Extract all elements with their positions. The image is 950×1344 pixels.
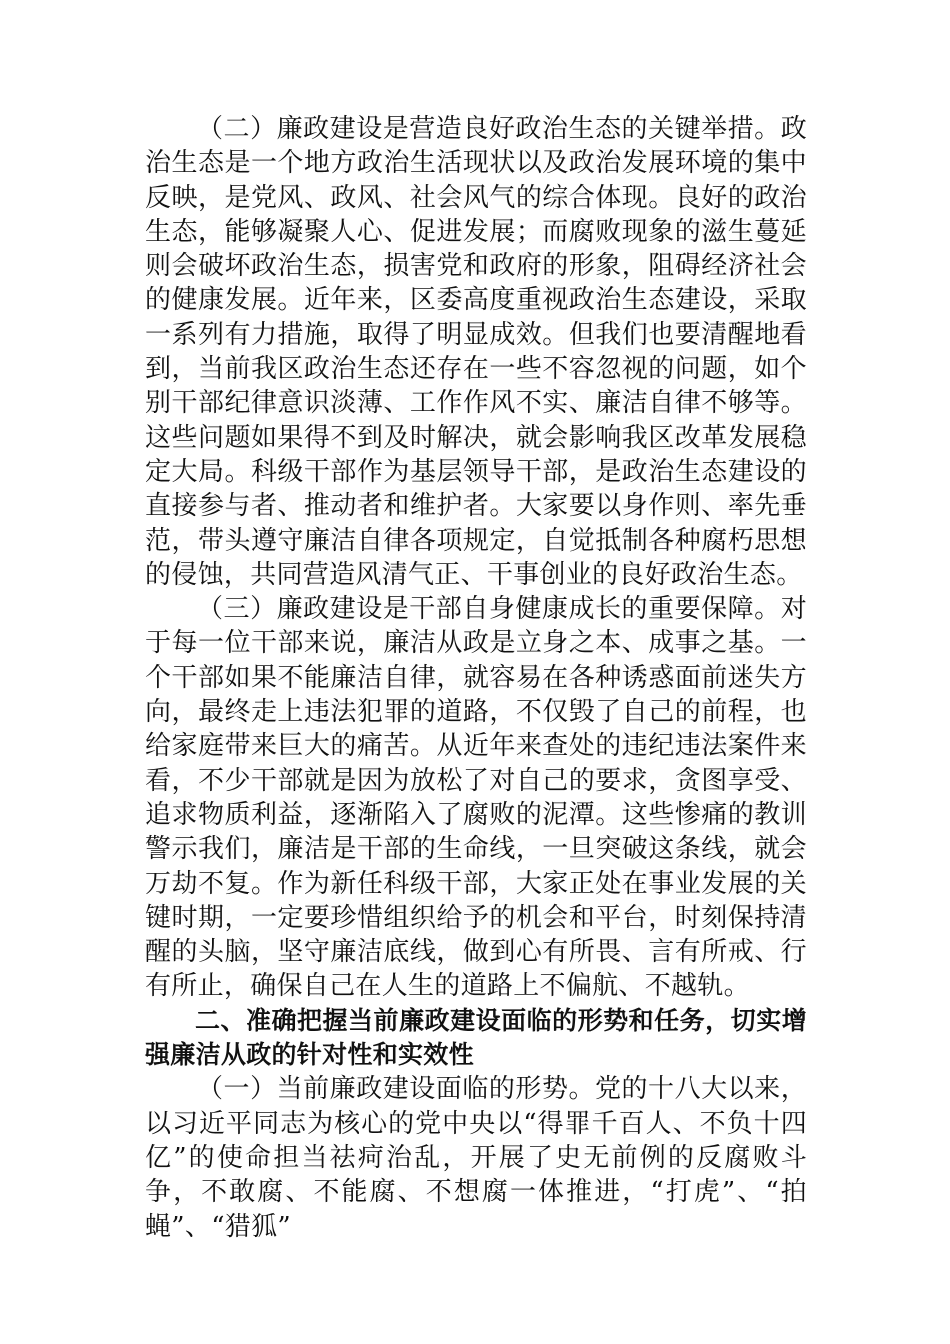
paragraph-current-situation: （一）当前廉政建设面临的形势。党的十八大以来，以习近平同志为核心的党中央以“得罪千百人、不负十四亿”的使命担当祛疴治乱，开展了史无前例的反腐败斗争，不敢腐、不能腐、不想腐一体推进，“打虎”、“拍蝇”、“猎狐” [145, 1074, 807, 1242]
document-page [145, 112, 807, 1244]
section-heading-two: 二、准确把握当前廉政建设面临的形势和任务，切实增强廉洁从政的针对性和实效性 [145, 1005, 807, 1070]
paragraph-political-ecology: （二）廉政建设是营造良好政治生态的关键举措。政治生态是一个地方政治生活现状以及政治发展环境的集中反映，是党风、政风、社会风气的综合体现。良好的政治生态，能够凝聚人心、促进发展；而腐败现象的滋生蔓延则会破坏政治生态，损害党和政府的形象，阻碍经济社会的健康发展。近年来，区委高度重视政治生态建设，采取一系列有力措施，取得了明显成效。但我们也要清醒地看到，当前我区政治生态还存在一些不容忽视的问题，如个别干部纪律意识淡薄、工作作风不实、廉洁自律不够等。这些问题如果得不到及时解决，就会影响我区改革发展稳定大局。科级干部作为基层领导干部，是政治生态建设的直接参与者、推动者和维护者。大家要以身作则、率先垂范，带头遵守廉洁自律各项规定，自觉抵制各种腐朽思想的侵蚀，共同营造风清气正、干事创业的良好政治生态。 [145, 114, 807, 590]
paragraph-cadre-growth: （三）廉政建设是干部自身健康成长的重要保障。对于每一位干部来说，廉洁从政是立身之本、成事之基。一个干部如果不能廉洁自律，就容易在各种诱惑面前迷失方向，最终走上违法犯罪的道路，不仅毁了自己的前程，也给家庭带来巨大的痛苦。从近年来查处的违纪违法案件来看，不少干部就是因为放松了对自己的要求，贪图享受、追求物质利益，逐渐陷入了腐败的泥潭。这些惨痛的教训警示我们，廉洁是干部的生命线，一旦突破这条线，就会万劫不复。作为新任科级干部，大家正处在事业发展的关键时期，一定要珍惜组织给予的机会和平台，时刻保持清醒的头脑，坚守廉洁底线，做到心有所畏、言有所戒、行有所止，确保自己在人生的道路上不偏航、不越轨。 [145, 594, 807, 1002]
